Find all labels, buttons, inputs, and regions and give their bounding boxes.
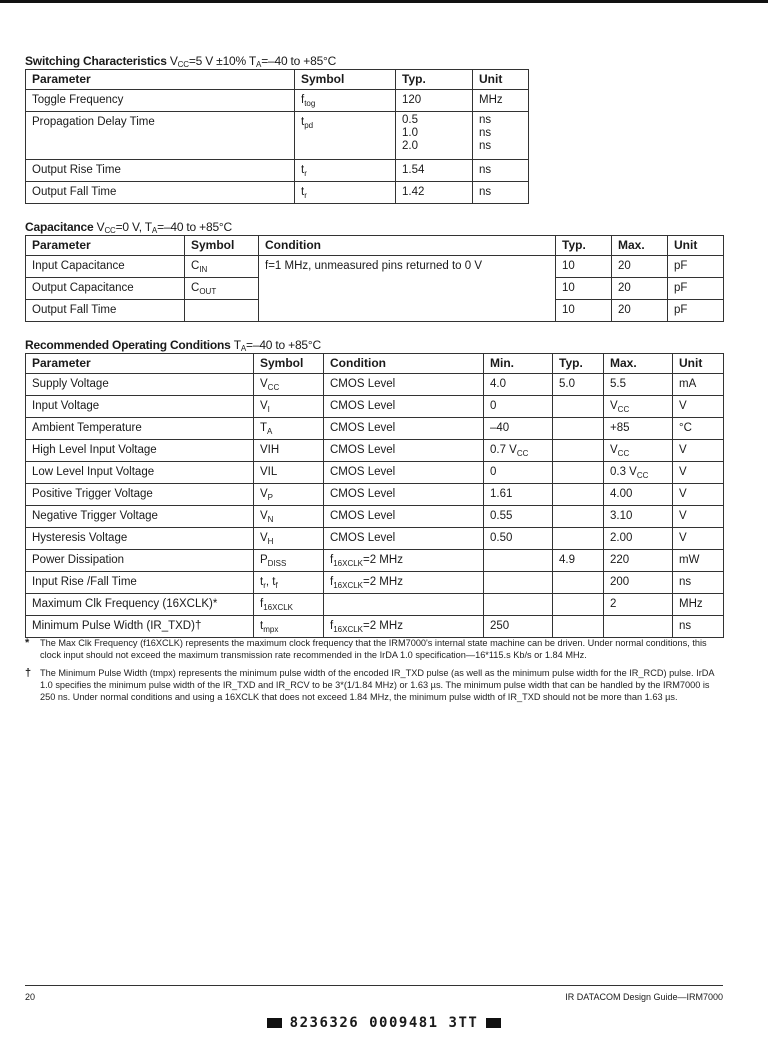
min-cell [484, 550, 553, 572]
unit-cell: V [673, 440, 724, 462]
max-cell: $V_{CC}$ [604, 396, 673, 418]
symbol-cell [185, 300, 259, 322]
footer-rule [25, 985, 723, 986]
param-cell: Output Rise Time [26, 160, 295, 182]
typ-cell: 0.5 1.0 2.0 [396, 112, 473, 160]
table-row [26, 616, 724, 638]
table-row [26, 256, 724, 278]
condition-cell: CMOS Level [324, 528, 484, 550]
min-cell [484, 594, 553, 616]
operating-title: Recommended Operating Conditions $T_A=-40$ to +85°C [25, 338, 321, 353]
param-cell: Input Capacitance [26, 256, 185, 278]
unit-cell: ns [673, 572, 724, 594]
unit-cell: ns [673, 616, 724, 638]
param-cell: Hysteresis Voltage [26, 528, 254, 550]
unit-cell: V [673, 462, 724, 484]
capacitance-title: Capacitance $V_{CC}=0$ V, $T_A=-40$ to +85°C [25, 220, 232, 235]
footnote-mark: † [25, 667, 32, 679]
symbol-cell: $t_r$, $t_f$ [254, 572, 324, 594]
typ-cell: 4.9 [553, 550, 604, 572]
max-cell: 200 [604, 572, 673, 594]
switching-title: Switching Characteristics $V_{CC}=5$ V ±10% $T_A=-40$ to +85°C [25, 54, 337, 69]
column-header: Parameter [26, 354, 254, 374]
typ-cell [553, 462, 604, 484]
condition-cell: f=1 MHz, unmeasured pins returned to 0 V [259, 256, 556, 322]
barcode-block [486, 1018, 501, 1028]
table-row [26, 396, 724, 418]
condition-cell: CMOS Level [324, 506, 484, 528]
column-header: Symbol [185, 236, 259, 256]
max-cell: 220 [604, 550, 673, 572]
max-cell: 20 [612, 278, 668, 300]
barcode-block [267, 1018, 282, 1028]
symbol-cell: VIH [254, 440, 324, 462]
table-row [26, 182, 529, 204]
typ-cell [553, 616, 604, 638]
unit-cell: V [673, 396, 724, 418]
max-cell: 2 [604, 594, 673, 616]
condition-cell: $f_{16XCLK}=2$ MHz [324, 572, 484, 594]
barcode [0, 1015, 768, 1031]
max-cell: 20 [612, 256, 668, 278]
param-cell: Input Rise /Fall Time [26, 572, 254, 594]
unit-cell: mW [673, 550, 724, 572]
typ-cell [553, 506, 604, 528]
symbol-cell: $C_{IN}$ [185, 256, 259, 278]
param-cell: Input Voltage [26, 396, 254, 418]
operating-table [25, 353, 724, 638]
unit-cell: mA [673, 374, 724, 396]
min-cell: 0 [484, 462, 553, 484]
footnote [25, 667, 725, 703]
condition-cell: $f_{16XCLK}=2$ MHz [324, 550, 484, 572]
typ-cell: 1.54 [396, 160, 473, 182]
table-row [26, 90, 529, 112]
switching-table [25, 69, 529, 204]
capacitance-table [25, 235, 724, 322]
symbol-cell: VIL [254, 462, 324, 484]
table-row [26, 550, 724, 572]
min-cell: –40 [484, 418, 553, 440]
column-header: Min. [484, 354, 553, 374]
max-cell: 5.5 [604, 374, 673, 396]
symbol-cell: $f_{tog}$ [295, 90, 396, 112]
column-header: Max. [604, 354, 673, 374]
unit-cell: ns ns ns [473, 112, 529, 160]
table-row [26, 484, 724, 506]
table-row [26, 528, 724, 550]
unit-cell: pF [668, 278, 724, 300]
column-header: Condition [259, 236, 556, 256]
unit-cell: MHz [473, 90, 529, 112]
condition-cell: CMOS Level [324, 462, 484, 484]
column-header: Symbol [295, 70, 396, 90]
typ-cell: 10 [556, 300, 612, 322]
max-cell [604, 616, 673, 638]
condition-cell [324, 594, 484, 616]
table-row [26, 594, 724, 616]
table-row [26, 506, 724, 528]
min-cell: 1.61 [484, 484, 553, 506]
max-cell: +85 [604, 418, 673, 440]
param-cell: Positive Trigger Voltage [26, 484, 254, 506]
column-header: Unit [473, 70, 529, 90]
typ-cell: 10 [556, 278, 612, 300]
param-cell: Supply Voltage [26, 374, 254, 396]
max-cell: $V_{CC}$ [604, 440, 673, 462]
footnotes [25, 637, 725, 709]
table-row [26, 160, 529, 182]
condition-cell: CMOS Level [324, 418, 484, 440]
symbol-cell: $t_r$ [295, 160, 396, 182]
typ-cell [553, 594, 604, 616]
unit-cell: V [673, 484, 724, 506]
table-row [26, 418, 724, 440]
typ-cell [553, 440, 604, 462]
column-header: Unit [668, 236, 724, 256]
min-cell: 0.50 [484, 528, 553, 550]
condition-cell: CMOS Level [324, 484, 484, 506]
min-cell [484, 572, 553, 594]
symbol-cell: $t_{pd}$ [295, 112, 396, 160]
typ-cell [553, 418, 604, 440]
table-row [26, 462, 724, 484]
min-cell: 250 [484, 616, 553, 638]
max-cell: 0.3 $V_{CC}$ [604, 462, 673, 484]
column-header: Symbol [254, 354, 324, 374]
typ-cell: 10 [556, 256, 612, 278]
param-cell: High Level Input Voltage [26, 440, 254, 462]
column-header: Parameter [26, 70, 295, 90]
condition-cell: CMOS Level [324, 374, 484, 396]
unit-cell: V [673, 506, 724, 528]
unit-cell: MHz [673, 594, 724, 616]
symbol-cell: $V_N$ [254, 506, 324, 528]
unit-cell: °C [673, 418, 724, 440]
typ-cell [553, 528, 604, 550]
footnote-mark: * [25, 637, 30, 649]
symbol-cell: $t_{mpx}$ [254, 616, 324, 638]
param-cell: Low Level Input Voltage [26, 462, 254, 484]
param-cell: Power Dissipation [26, 550, 254, 572]
column-header: Parameter [26, 236, 185, 256]
column-header: Typ. [556, 236, 612, 256]
table-row [26, 374, 724, 396]
min-cell: 0.7 $V_{CC}$ [484, 440, 553, 462]
typ-cell: 5.0 [553, 374, 604, 396]
column-header: Condition [324, 354, 484, 374]
typ-cell [553, 396, 604, 418]
min-cell: 0.55 [484, 506, 553, 528]
unit-cell: pF [668, 300, 724, 322]
typ-cell: 120 [396, 90, 473, 112]
typ-cell: 1.42 [396, 182, 473, 204]
column-header: Typ. [396, 70, 473, 90]
unit-cell: V [673, 528, 724, 550]
condition-cell: CMOS Level [324, 396, 484, 418]
top-rule [0, 0, 768, 3]
symbol-cell: $C_{OUT}$ [185, 278, 259, 300]
symbol-cell: $f_{16XCLK}$ [254, 594, 324, 616]
table-row [26, 440, 724, 462]
column-header: Max. [612, 236, 668, 256]
param-cell: Output Fall Time [26, 182, 295, 204]
symbol-cell: $V_I$ [254, 396, 324, 418]
max-cell: 3.10 [604, 506, 673, 528]
min-cell: 0 [484, 396, 553, 418]
column-header: Typ. [553, 354, 604, 374]
condition-cell: $f_{16XCLK}=2$ MHz [324, 616, 484, 638]
page-number: 20 [25, 992, 36, 1002]
unit-cell: ns [473, 160, 529, 182]
unit-cell: pF [668, 256, 724, 278]
param-cell: Minimum Pulse Width (IR_TXD)† [26, 616, 254, 638]
symbol-cell: $V_P$ [254, 484, 324, 506]
symbol-cell: $V_{CC}$ [254, 374, 324, 396]
param-cell: Toggle Frequency [26, 90, 295, 112]
table-row [26, 572, 724, 594]
param-cell: Output Capacitance [26, 278, 185, 300]
max-cell: 20 [612, 300, 668, 322]
condition-cell: CMOS Level [324, 440, 484, 462]
symbol-cell: $V_H$ [254, 528, 324, 550]
typ-cell [553, 572, 604, 594]
max-cell: 4.00 [604, 484, 673, 506]
table-header-row [26, 70, 529, 90]
param-cell: Propagation Delay Time [26, 112, 295, 160]
table-header-row [26, 236, 724, 256]
param-cell: Output Fall Time [26, 300, 185, 322]
footnote-text: The Max Clk Frequency (f16XCLK) represents the maximum clock frequency that the IRM7000's internal state machine can be driven. Under normal conditions, this clock input should not exceed the maximum transmission rate recommended in the IrDA 1.0 specification—16*115.s Kb/s or 1.84 MHz. [40, 638, 707, 660]
max-cell: 2.00 [604, 528, 673, 550]
param-cell: Maximum Clk Frequency (16XCLK)* [26, 594, 254, 616]
typ-cell [553, 484, 604, 506]
symbol-cell: $P_{DISS}$ [254, 550, 324, 572]
min-cell: 4.0 [484, 374, 553, 396]
unit-cell: ns [473, 182, 529, 204]
column-header: Unit [673, 354, 724, 374]
symbol-cell: $T_A$ [254, 418, 324, 440]
footnote [25, 637, 725, 661]
barcode-text: 8236326 0009481 3TT [289, 1015, 479, 1031]
footnote-text: The Minimum Pulse Width (tmpx) represents the minimum pulse width of the encoded IR_TXD pulse (as well as the minimum pulse width for the IR_RCD) pulse. IrDA 1.0 specifies the minimum pulse width of the IR_TXD and IR_RCV to be 3*(1/1.84 MHz) or 1.63 µs. The minimum pulse width that can be handled by the IRM7000 is 250 ns. Under normal conditions and using a 16XCLK that does not exceed 1.84 MHz, the minimum pulse width of IR_TXD should not be more than 1.63 µs. [40, 668, 715, 702]
symbol-cell: $t_r$ [295, 182, 396, 204]
param-cell: Negative Trigger Voltage [26, 506, 254, 528]
table-header-row [26, 354, 724, 374]
param-cell: Ambient Temperature [26, 418, 254, 440]
table-row [26, 112, 529, 160]
running-head: IR DATACOM Design Guide—IRM7000 [565, 992, 723, 1002]
